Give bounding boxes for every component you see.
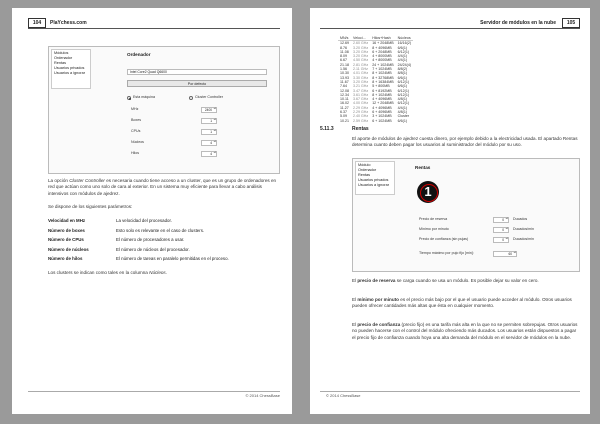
bench-cell: 7.64 <box>340 84 347 89</box>
bench-cell: 12.34 <box>340 92 349 97</box>
bench-cell: 3.21 GHz <box>353 84 369 89</box>
bench-cell: 6/12(1) <box>397 88 410 93</box>
reserve-price-label: Precio de reserva <box>419 217 448 221</box>
bench-cell: 2.40 GHz <box>353 114 369 119</box>
trust-price-paragraph <box>352 322 580 341</box>
bench-cell: 10.21 <box>340 118 349 123</box>
reserve-price-unit: Ducados <box>513 217 528 221</box>
reserve-price-paragraph <box>352 278 580 284</box>
sidebar-item-rents[interactable]: Rentas <box>54 61 67 65</box>
param-row <box>48 237 280 247</box>
intro-text-post: es necesaria cuando tiene acceso a un cluster, que es un grupo de ordenadores en red que actúan como uno solo de cara al exterior. En un sistema muy eficiente para llevar a cabo análisis intensivos con módulos de ajedrez. <box>48 178 277 196</box>
intro-text-em: Cluster Controller <box>69 178 105 183</box>
default-button[interactable]: Por defecto <box>127 80 267 87</box>
bench-cell: 10.11 <box>340 97 349 102</box>
mhz-label: MHz <box>131 107 139 111</box>
threads-label: Hilos <box>131 151 139 155</box>
radio-this-machine[interactable] <box>127 96 131 100</box>
panel-title: Ordenador <box>127 52 151 57</box>
cpu-name-field[interactable]: Intel Core2 Quad Q6600 <box>127 69 267 75</box>
clusters-note-em: Núcleos <box>149 270 166 275</box>
bench-cell: 8 + 1024MB <box>372 92 392 97</box>
mhz-spinner[interactable]: 2400 ▴▾ <box>201 107 217 113</box>
sidebar-item-private-users[interactable]: Usuarios privados <box>358 178 389 182</box>
param-row <box>48 256 280 266</box>
param-desc: Esto solo es relevante en el caso de clusters. <box>116 227 205 233</box>
bench-cell: 8/8(2) <box>397 67 408 72</box>
param-desc: El número de núcleos del procesador. <box>116 246 190 252</box>
right-running-title: Servidor de módulos en la nube <box>480 20 556 26</box>
bench-cell: 3.67 GHz <box>353 97 369 102</box>
bench-cell: 2.29 GHz <box>353 105 369 110</box>
bench-cell: 24/24(4) <box>397 62 412 67</box>
section-intro: El aporte de módulos de ajedrez cuesta dinero, por ejemplo debido a la electricidad usada. El apartado Rentas determina cuanto deben pagar los usuarios al suministrador del módulo por su uso. <box>352 136 578 148</box>
param-row <box>48 247 280 257</box>
bench-cell: 3.20 GHz <box>353 45 369 50</box>
bench-cell: 4/8(1) <box>397 97 408 102</box>
trust-price-spinner[interactable]: 0 ▴▾ <box>493 237 509 243</box>
cores-label: Núcleos <box>131 140 144 144</box>
right-footer: © 2014 ChessBase <box>326 393 361 398</box>
right-footer-rule <box>320 391 580 392</box>
radio-this-machine-label: Esta máquina <box>133 95 155 99</box>
para-pre: El <box>352 322 358 327</box>
left-footer: © 2014 ChessBase <box>245 393 280 398</box>
bench-row[interactable] <box>338 119 413 123</box>
benchmark-table <box>338 36 413 123</box>
para-post: se carga cuando se usa un módulo. Es posible dejar su valor en cero. <box>395 278 539 283</box>
bench-cell: 12 + 2048MB <box>372 101 394 106</box>
max-time-spinner[interactable]: 60 ▴▾ <box>493 251 517 257</box>
param-desc: La velocidad del procesador. <box>116 218 172 223</box>
bench-cell: 6/12(1) <box>397 79 410 84</box>
boxes-spinner[interactable]: 1 ▴▾ <box>201 118 217 124</box>
boxes-label: Boxes <box>131 118 141 122</box>
bench-cell: 8 + 16384MB <box>372 79 394 84</box>
bench-cell: 6/12(1) <box>397 101 410 106</box>
bench-cell: Cluster <box>397 114 410 119</box>
bench-cell: 4/4(1) <box>397 54 408 59</box>
computer-settings-screenshot <box>48 46 280 174</box>
min-per-minute-spinner[interactable]: 0 ▴▾ <box>493 227 509 233</box>
para-pre: El <box>352 297 358 302</box>
param-term: Número de núcleos <box>48 246 89 252</box>
bench-cell: 4 + 8000MB <box>372 58 392 63</box>
bench-cell: 3.61 GHz <box>353 92 369 97</box>
bench-cell: 6.67 <box>340 58 347 63</box>
bench-cell: 21.18 <box>340 62 349 67</box>
para-pre: El <box>352 278 358 283</box>
bench-cell: 13.93 <box>340 75 349 80</box>
param-desc: El número de procesadores a usar. <box>116 237 185 242</box>
bench-cell: 4/8(1) <box>397 110 408 115</box>
cpus-spinner[interactable]: 1 ▴▾ <box>201 129 217 135</box>
cores-spinner[interactable]: 4 ▴▾ <box>201 140 217 146</box>
bench-cell: 3.20 GHz <box>353 79 369 84</box>
bench-cell: 4 + 4096MB <box>372 97 392 102</box>
bench-header-cores[interactable]: Núcleos <box>396 36 413 41</box>
bench-cell: 4/4(1) <box>397 105 408 110</box>
bench-cell: 6 + 8192MB <box>372 88 392 93</box>
bench-cell: 5 + 800MB <box>372 84 390 89</box>
bench-cell: 6 + 2048MB <box>372 49 392 54</box>
section-title: Rentas <box>352 126 369 132</box>
parameter-table <box>48 218 280 266</box>
rents-logo: 1 <box>417 181 439 203</box>
left-header-rule <box>28 28 280 29</box>
bench-cell: 11.08 <box>340 49 349 54</box>
bench-cell: 8.09 <box>340 54 347 59</box>
param-term: Número de CPUs <box>48 237 84 242</box>
bench-cell: 2.11 GHz <box>353 67 368 72</box>
bench-cell: 3 + 1024MB <box>372 114 392 119</box>
max-time-label: Tiempo máximo por pujo fijo [min]: <box>419 251 474 255</box>
bench-cell: 2.59 GHz <box>353 118 369 123</box>
bench-cell: 16/16(2) <box>397 41 412 46</box>
min-per-minute-unit: Ducados/min <box>513 227 534 231</box>
section-number: 5.11.3 <box>320 126 334 132</box>
para-post: (precio fijo) es una tarifa más alta en la que no se permiten sobrepujas. Otros usuarios no pueden hacerse con el control del módulo ofreciendo más ducados. Los usuarios están dispuestos a pagar el precio fijo de confianza cuando hoya una alta demanda del módulo en el servidor de módulos en la nube. <box>352 322 578 340</box>
bench-cell: 11.27 <box>340 105 349 110</box>
radio-cluster-controller[interactable] <box>189 96 193 100</box>
param-term: Velocidad en MHz <box>48 218 86 223</box>
trust-price-label: Precio de confianza (sin pujas) <box>419 237 469 241</box>
param-row <box>48 228 280 238</box>
bench-cell: 4.50 GHz <box>353 58 369 63</box>
bench-header-threads-hash[interactable]: Hilos+Hash <box>370 36 395 41</box>
clusters-note <box>48 270 280 276</box>
sidebar-item-computer[interactable]: Ordenador <box>54 56 73 60</box>
bench-cell: 8/8(1) <box>397 71 408 76</box>
bench-cell: 24 + 1024MB <box>372 62 394 67</box>
left-page <box>12 8 292 414</box>
rents-panel-title: Rentas <box>415 165 431 170</box>
bench-cell: 11.67 <box>340 79 349 84</box>
left-page-number: 104 <box>28 18 46 28</box>
reserve-price-spinner[interactable]: 0 ▴▾ <box>493 217 509 223</box>
bench-header-speed[interactable]: Veloci... <box>351 36 370 41</box>
bench-cell: 16 + 2048MB <box>372 41 394 46</box>
param-term: Número de hilos <box>48 256 83 261</box>
bench-cell: 7 + 1024MB <box>372 67 392 72</box>
bench-cell: 2.81 GHz <box>353 62 369 67</box>
sidebar-item-computer[interactable]: Ordenador <box>358 168 377 172</box>
bench-cell: 3.47 GHz <box>353 88 369 93</box>
bench-cell: 6 + 1024MB <box>372 118 392 123</box>
param-row <box>48 218 280 228</box>
param-desc: El número de tareas en paralelo permitidas en el proceso. <box>116 256 229 261</box>
bench-cell: 6/6(1) <box>397 75 408 80</box>
bench-cell: 8.76 <box>340 45 347 50</box>
min-per-minute-paragraph <box>352 297 580 310</box>
clusters-note-post: . <box>165 270 168 275</box>
bench-cell: 16.02 <box>340 101 349 106</box>
bench-cell: 4/4(1) <box>397 58 408 63</box>
right-header-rule <box>320 28 580 29</box>
bench-cell: 4.01 GHz <box>353 71 369 76</box>
bench-cell: 8 + 32768MB <box>372 75 394 80</box>
settings-sidebar <box>51 49 91 89</box>
sidebar-item-ignored-users[interactable]: Usuarios a ignorar <box>54 71 86 75</box>
sidebar-item-module[interactable]: Módulo <box>358 163 371 167</box>
bench-cell: 12.69 <box>340 41 349 46</box>
min-per-minute-label: Mínimo por minuto <box>419 227 449 231</box>
bench-cell: 5.09 <box>340 114 347 119</box>
bench-header-mns[interactable]: MN/s <box>338 36 351 41</box>
cpus-label: CPUs <box>131 129 141 133</box>
rents-settings-screenshot <box>352 158 580 272</box>
bench-cell: 8 + 1024MB <box>372 71 392 76</box>
param-term: Número de boxes <box>48 227 85 233</box>
params-intro: Se dispone de los siguientes parámetros: <box>48 204 133 209</box>
para-term: precio de reserva <box>357 278 396 283</box>
bench-cell: 3.20 GHz <box>353 49 369 54</box>
bench-cell: 4 + 8000MB <box>372 54 392 59</box>
bench-cell: 6/12(1) <box>397 92 410 97</box>
bench-cell: 4.00 GHz <box>353 101 369 106</box>
bench-cell: 3.20 GHz <box>353 54 369 59</box>
para-post: es el precio más bajo por el que el usuario puede acceder al módulo. Otros usuarios pueden ofrecer cantidades más altas que ésta en cualquier momento. <box>352 297 572 309</box>
bench-cell: 3.30 GHz <box>353 75 369 80</box>
sidebar-item-modules[interactable]: Módulos <box>54 51 69 55</box>
cluster-intro-paragraph <box>48 178 280 197</box>
left-footer-rule <box>28 391 280 392</box>
threads-spinner[interactable]: 4 ▴▾ <box>201 151 217 157</box>
right-page-number: 105 <box>562 18 580 28</box>
bench-cell: 10.30 <box>340 71 349 76</box>
sidebar-item-ignored-users[interactable]: Usuarios a ignorar <box>358 183 390 187</box>
bench-cell: 4 + 4096MB <box>372 105 392 110</box>
intro-text-pre: La opción <box>48 178 70 183</box>
para-term: mínimo por minuto <box>357 297 399 302</box>
bench-cell: 6 + 4096MB <box>372 110 392 115</box>
sidebar-item-private-users[interactable]: Usuarios privados <box>54 66 85 70</box>
bench-cell: 2.60 GHz <box>353 41 369 46</box>
rents-sidebar <box>355 161 395 195</box>
bench-cell: 6/6(1) <box>397 45 408 50</box>
clusters-note-pre: Los clusters se indican como tales en la columna <box>48 270 150 275</box>
bench-cell: 1.56 <box>340 67 347 72</box>
bench-cell: 2.29 GHz <box>353 110 369 115</box>
para-term: precio de confianza <box>357 322 401 327</box>
trust-price-unit: Ducados/min <box>513 237 534 241</box>
bench-cell: 6/6(1) <box>397 118 408 123</box>
bench-cell: 8 + 4096MB <box>372 45 392 50</box>
sidebar-item-rents[interactable]: Rentas <box>358 173 371 177</box>
bench-cell: 6.37 <box>340 110 347 115</box>
radio-cluster-label: Cluster Controller <box>195 95 223 99</box>
bench-cell: 12.08 <box>340 88 349 93</box>
right-page <box>310 8 590 414</box>
bench-cell: 6/12(1) <box>397 49 410 54</box>
left-page-site: PlaYchess.com <box>50 20 87 26</box>
bench-cell: 6/6(1) <box>397 84 408 89</box>
